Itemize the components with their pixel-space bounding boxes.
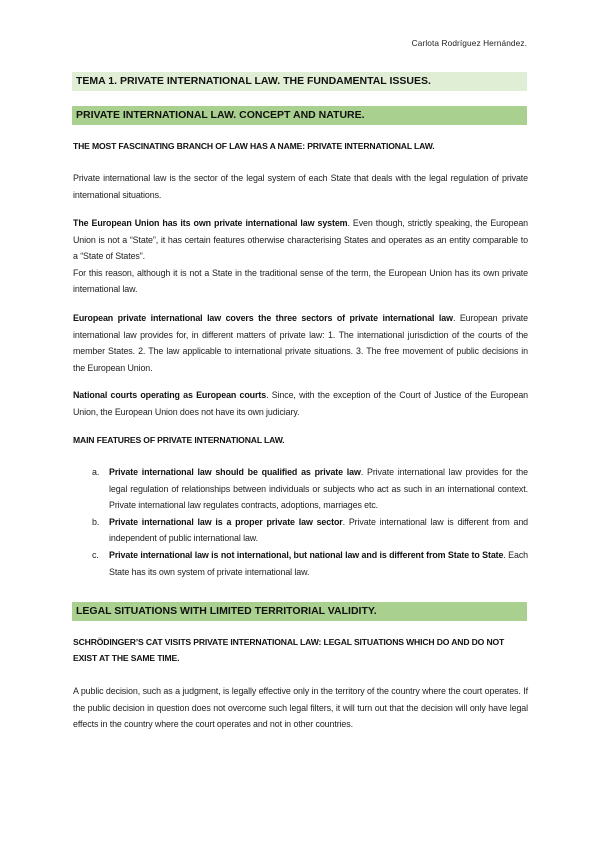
paragraph-eu-system-bold: The European Union has its own private international law system [73,218,348,228]
subheading-main-features: MAIN FEATURES OF PRIVATE INTERNATIONAL LAW. [73,435,285,445]
list-item-text: . Private international law provides for the legal regulation of relationships between individuals or subjects who act as such in an international context. Private international law regulates contracts, adoptions, marriages etc. [109,467,528,511]
paragraph-eu-system-text: . Even though, strictly speaking, the European Union is not a “State”, it has certain features otherwise characterising States and operates as an entity comparable to a “State of States”. [73,218,529,262]
paragraph-national-courts [73,387,528,420]
author-name: Carlota Rodríguez Hernández. [411,38,527,48]
paragraph-public-decision: A public decision, such as a judgment, is legally effective only in the territory of the country where the court operates. If the public decision in question does not overcome such legal filters, it will turn out that the decision will only have legal effects in the country where the court operates and not in other countries. [73,686,528,730]
paragraph-eu-system [73,215,528,298]
paragraph-eu-system-continued: For this reason, although it is not a State in the traditional sense of the term, the European Union has its own private international law. [73,267,528,295]
list-item-bold: Private international law is a proper private law sector [109,516,343,527]
paragraph-definition: Private international law is the sector of the legal system of each State that deals with the legal regulation of private international situations. [73,173,528,200]
paragraph-three-sectors-bold: European private international law covers the three sectors of private international law [73,313,453,323]
document-title: TEMA 1. PRIVATE INTERNATIONAL LAW. THE FUNDAMENTAL ISSUES. [72,72,527,91]
subheading-fascinating-branch: THE MOST FASCINATING BRANCH OF LAW HAS A NAME: PRIVATE INTERNATIONAL LAW. [73,141,435,151]
subheading-schrodinger: SCHRÖDINGER’S CAT VISITS PRIVATE INTERNATIONAL LAW: LEGAL SITUATIONS WHICH DO AND DO NOT EXIST AT THE SAME TIME. [73,637,505,663]
paragraph-national-courts-bold: National courts operating as European courts [73,390,267,400]
list-item [92,547,528,580]
list-marker: c. [92,549,99,560]
list-item-text: . Each State has its own system of private international law. [109,549,529,577]
section-heading-territorial-validity: LEGAL SITUATIONS WITH LIMITED TERRITORIAL VALIDITY. [72,602,527,621]
list-item-bold: Private international law is not international, but national law and is different from State to State [109,549,504,560]
list-marker: b. [92,516,100,527]
paragraph-three-sectors [73,310,528,376]
list-item [92,464,528,514]
list-item-text: . Private international law is different from and independent of public international law. [109,516,529,544]
list-item [92,514,528,547]
paragraph-national-courts-text: . Since, with the exception of the Court of Justice of the European Union, the European Union does not have its own judiciary. [73,390,529,417]
paragraph-three-sectors-text: . European private international law provides for, in different matters of private law: 1. The international jurisdiction of the courts of the member States. 2. The law applicable to international private situations. 3. The free movement of public decisions in the European Union. [73,313,528,373]
section-heading-concept: PRIVATE INTERNATIONAL LAW. CONCEPT AND NATURE. [72,106,527,125]
list-marker: a. [92,467,100,477]
features-list [92,464,528,580]
list-item-bold: Private international law should be qualified as private law [109,467,361,477]
